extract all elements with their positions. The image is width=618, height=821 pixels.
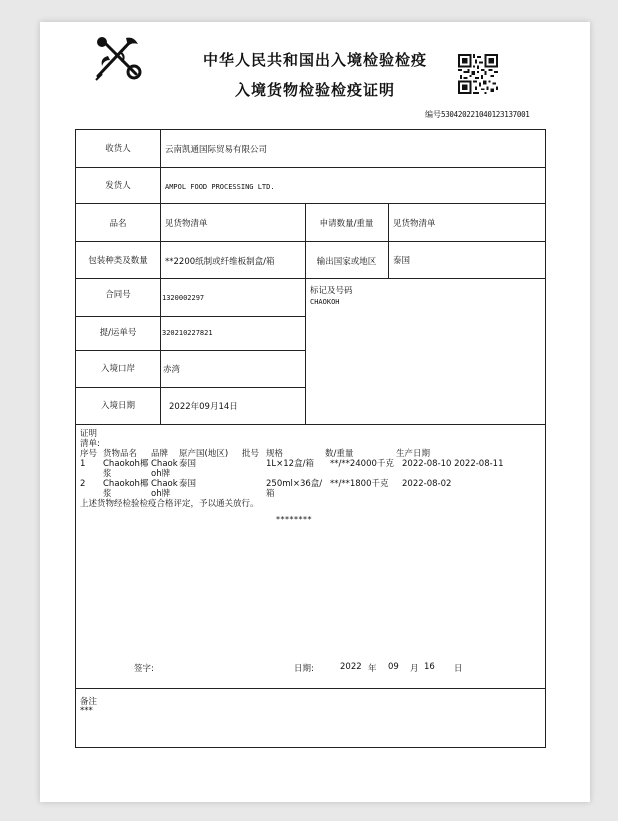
goods-row	[80, 479, 520, 489]
row-divider	[76, 424, 545, 425]
sign-month: 09	[388, 662, 399, 672]
conclusion-text: 上述货物经检验检疫合格评定，予以通关放行。	[80, 499, 259, 509]
document-number-label: 编号	[425, 110, 441, 119]
goods-row	[80, 459, 520, 469]
col-header: 序号	[80, 449, 98, 459]
row-divider	[76, 241, 545, 242]
marks-label: 标记及号码	[310, 286, 353, 296]
product-label: 品名	[109, 219, 127, 229]
certificate-title-line2: 入境货物检验检疫证明	[234, 81, 395, 99]
marks-value: CHAOKOH	[310, 298, 340, 306]
quantity-label: 申请数量/重量	[319, 219, 374, 229]
row-divider	[76, 203, 545, 204]
certificate-title-line1: 中华人民共和国出入境检验检疫	[202, 51, 427, 69]
goods-spec: 250ml×36盒/	[266, 479, 323, 489]
col-header: 规格	[266, 449, 284, 459]
goods-name: Chaokoh椰	[103, 479, 149, 489]
goods-brand: Chaok	[151, 479, 178, 489]
goods-name-cont: 浆	[103, 489, 112, 499]
entry-date-label: 入境日期	[100, 401, 135, 411]
document-number-value: 530420221040123137001	[441, 110, 530, 119]
row-divider	[76, 688, 545, 689]
goods-row-cont	[80, 469, 520, 479]
sign-year-unit: 年	[368, 664, 377, 674]
contract-label: 合同号	[105, 290, 131, 300]
col-header: 品牌	[151, 449, 169, 459]
remarks-value: ***	[80, 706, 93, 716]
goods-header-row	[80, 449, 520, 459]
col-header: 批号	[242, 449, 260, 459]
product-value: 见货物清单	[165, 219, 208, 229]
col-header: 数/重量	[325, 449, 354, 459]
document-number	[425, 109, 530, 120]
sign-date-label: 日期:	[294, 664, 314, 674]
contract-value: 1320002297	[162, 294, 205, 302]
col-header: 原产国(地区)	[179, 449, 229, 459]
sign-day: 16	[424, 662, 435, 672]
remarks-label: 备注	[80, 697, 98, 707]
quantity-value: 见货物清单	[393, 219, 436, 229]
goods-spec-cont: 箱	[266, 489, 275, 499]
statement-label: 证明	[80, 429, 98, 439]
goods-origin: 泰国	[179, 479, 197, 489]
sign-year: 2022	[340, 662, 362, 672]
sign-month-unit: 月	[410, 664, 419, 674]
goods-origin: 泰国	[179, 459, 197, 469]
goods-date: 2022-08-10 2022-08-11	[402, 459, 504, 469]
goods-name-cont: 浆	[103, 469, 112, 479]
qr-code-icon	[458, 54, 498, 94]
column-divider	[305, 203, 306, 424]
goods-qty: **/**24000千克	[330, 459, 394, 469]
column-divider	[160, 130, 161, 424]
certificate-table	[75, 129, 546, 748]
goods-brand-cont: oh牌	[151, 469, 171, 479]
column-divider	[388, 203, 389, 278]
port-label: 入境口岸	[100, 364, 135, 374]
goods-no: 2	[80, 479, 86, 489]
goods-brand: Chaok	[151, 459, 178, 469]
certificate-page	[40, 22, 590, 802]
entry-date-value: 2022年09月14日	[169, 402, 238, 412]
row-divider	[76, 167, 545, 168]
row-divider	[76, 350, 305, 351]
consignor-label: 发货人	[105, 181, 131, 191]
goods-no: 1	[80, 459, 86, 469]
goods-date: 2022-08-02	[402, 479, 452, 489]
origin-value: 泰国	[393, 256, 411, 266]
consignee-label: 收货人	[105, 144, 131, 154]
row-divider	[76, 316, 305, 317]
consignor-value: AMPOL FOOD PROCESSING LTD.	[165, 183, 275, 191]
col-header: 生产日期	[396, 449, 431, 459]
port-value: 赤湾	[163, 365, 181, 375]
origin-label: 输出国家或地区	[316, 257, 377, 267]
sign-day-unit: 日	[454, 664, 463, 674]
row-divider	[76, 387, 305, 388]
packaging-value: **2200纸制或纤维板制盒/箱	[165, 257, 275, 267]
col-header: 货物品名	[103, 449, 138, 459]
goods-name: Chaokoh椰	[103, 459, 149, 469]
row-divider	[76, 278, 545, 279]
bill-value: 320210227821	[162, 329, 213, 337]
goods-spec: 1L×12盒/箱	[266, 459, 314, 469]
signature-label: 签字:	[134, 664, 154, 674]
goods-row-cont	[80, 489, 520, 499]
end-marker: ********	[276, 515, 312, 524]
packaging-label: 包装种类及数量	[88, 256, 148, 266]
goods-brand-cont: oh牌	[151, 489, 171, 499]
goods-qty: **/**1800千克	[330, 479, 389, 489]
bill-label: 提/运单号	[99, 328, 137, 338]
consignee-value: 云南凯通国际贸易有限公司	[165, 145, 268, 155]
statement-section	[80, 429, 520, 509]
goods-list-label: 清单:	[80, 439, 100, 449]
